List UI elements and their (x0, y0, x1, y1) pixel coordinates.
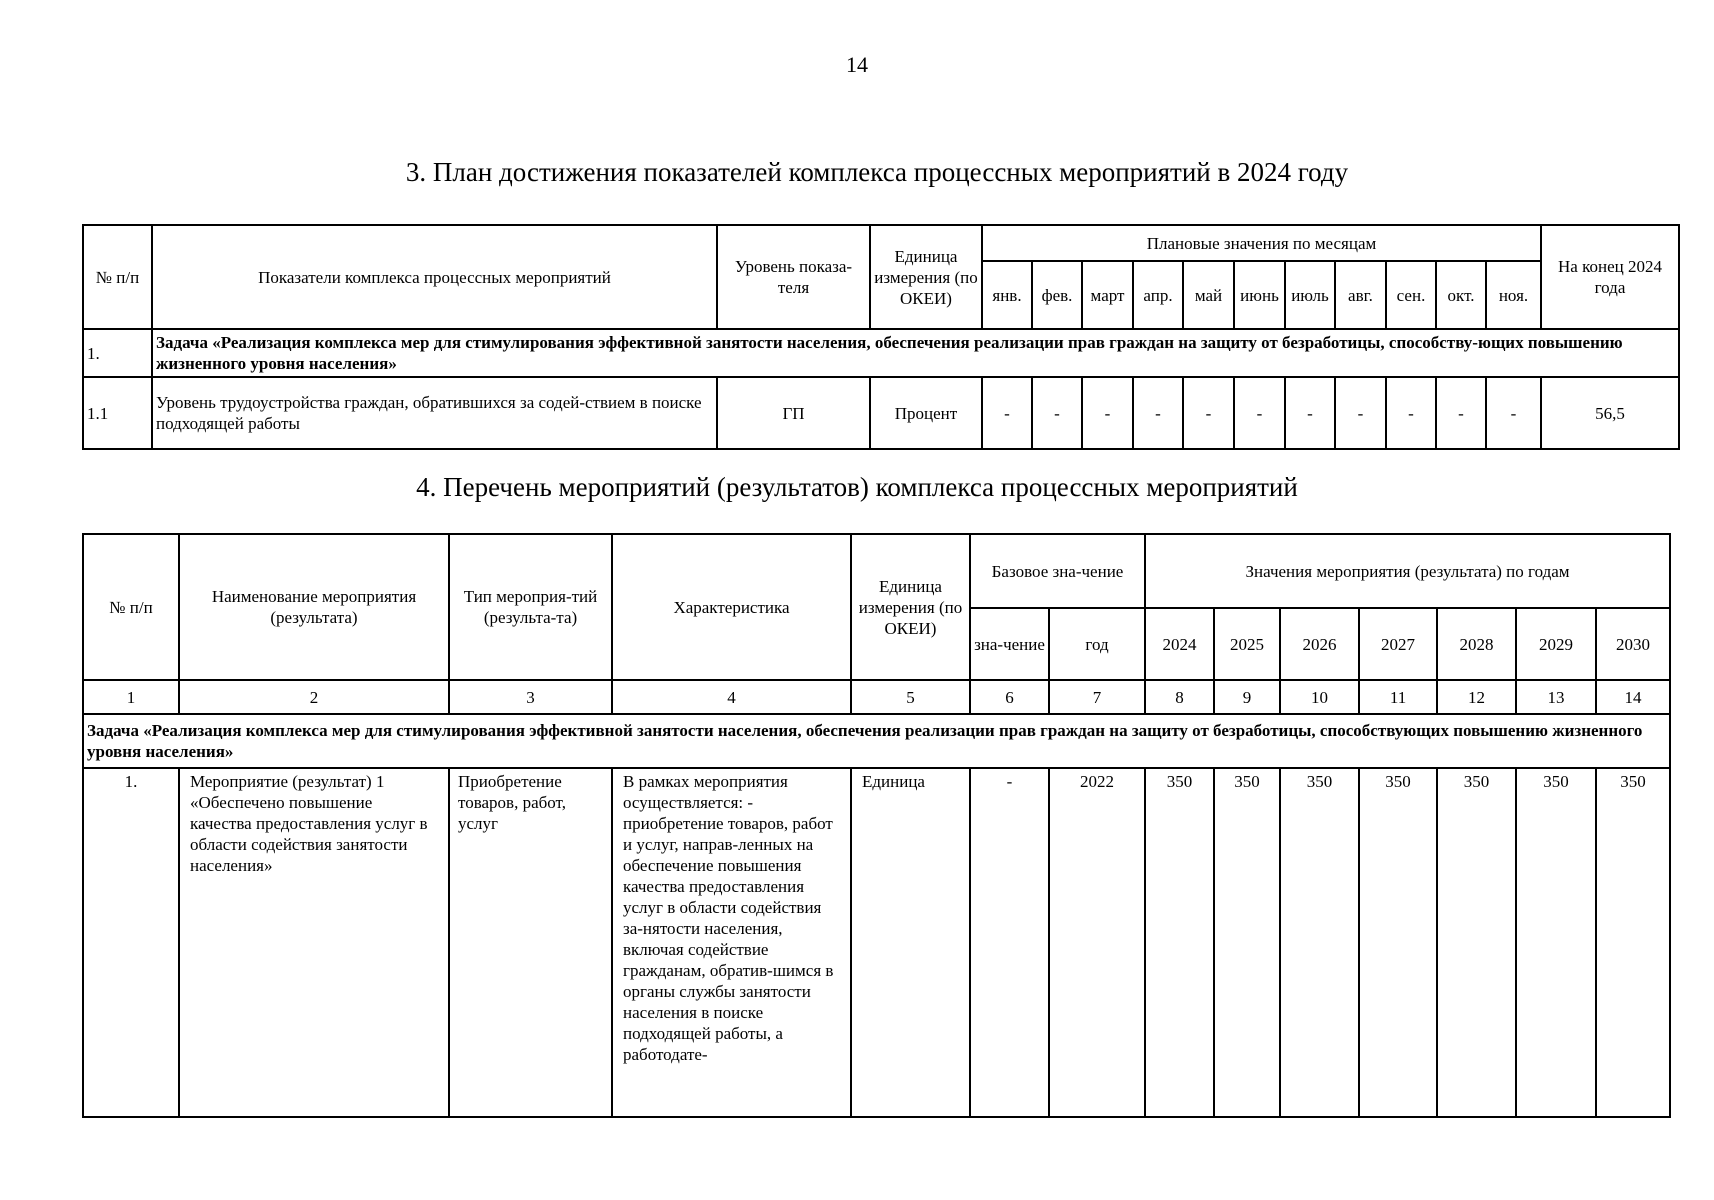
column-number: 9 (1214, 680, 1280, 714)
row-month-value: - (982, 377, 1032, 449)
task-num: 1. (83, 329, 152, 377)
row-year-value: 350 (1359, 768, 1437, 1117)
column-numbers-row (83, 680, 1670, 714)
row-year-value: 350 (1280, 768, 1359, 1117)
row-name: Мероприятие (результат) 1 «Обеспечено повышение качества предоставления услуг в области содействия занятости населения» (179, 768, 449, 1117)
header-base-year: год (1049, 608, 1145, 680)
column-number: 10 (1280, 680, 1359, 714)
row-unit: Единица (851, 768, 970, 1117)
header-month: июль (1285, 261, 1335, 329)
row-year-value: 350 (1516, 768, 1596, 1117)
column-number: 8 (1145, 680, 1214, 714)
header-year: 2025 (1214, 608, 1280, 680)
column-number: 1 (83, 680, 179, 714)
row-base-value: - (970, 768, 1049, 1117)
row-num: 1.1 (83, 377, 152, 449)
row-year-end: 56,5 (1541, 377, 1679, 449)
header-month: сен. (1386, 261, 1436, 329)
header-base: Базовое зна-чение (970, 534, 1145, 608)
row-year-value: 350 (1596, 768, 1670, 1117)
header-month: фев. (1032, 261, 1082, 329)
row-type: Приобретение товаров, работ, услуг (449, 768, 612, 1117)
header-by-years: Значения мероприятия (результата) по годам (1145, 534, 1670, 608)
header-year: 2028 (1437, 608, 1516, 680)
column-number: 2 (179, 680, 449, 714)
row-month-value: - (1082, 377, 1133, 449)
header-base-value: зна-чение (970, 608, 1049, 680)
row-year-value: 350 (1145, 768, 1214, 1117)
row-level: ГП (717, 377, 870, 449)
task-text: Задача «Реализация комплекса мер для стимулирования эффективной занятости населения, обеспечения реализации прав граждан на защиту от безработицы, способству-ющих повышению жизненного уровня населения» (152, 329, 1679, 377)
column-number: 13 (1516, 680, 1596, 714)
row-month-value: - (1032, 377, 1082, 449)
header-indicator: Показатели комплекса процессных мероприятий (152, 225, 717, 329)
section-3-title: 3. План достижения показателей комплекса процессных мероприятий в 2024 году (405, 157, 1349, 187)
indicators-plan-table (82, 224, 1680, 450)
row-indicator: Уровень трудоустройства граждан, обратившихся за содей-ствием в поиске подходящей работы (152, 377, 717, 449)
measures-table (82, 533, 1671, 1118)
task-row (83, 329, 1679, 377)
header-name: Наименование мероприятия (результата) (179, 534, 449, 680)
section-4-title: 4. Перечень мероприятий (результатов) комплекса процессных мероприятий (416, 472, 1298, 502)
header-year: 2029 (1516, 608, 1596, 680)
row-num: 1. (83, 768, 179, 1117)
header-type: Тип мероприя-тий (результа-та) (449, 534, 612, 680)
header-year-end: На конец 2024 года (1541, 225, 1679, 329)
header-month: май (1183, 261, 1234, 329)
column-number: 7 (1049, 680, 1145, 714)
row-year-value: 350 (1214, 768, 1280, 1117)
header-num: № п/п (83, 225, 152, 329)
header-unit: Единица измерения (по ОКЕИ) (851, 534, 970, 680)
table-row (83, 768, 1670, 1117)
row-month-value: - (1183, 377, 1234, 449)
header-month: янв. (982, 261, 1032, 329)
column-number: 11 (1359, 680, 1437, 714)
header-month: апр. (1133, 261, 1183, 329)
column-number: 4 (612, 680, 851, 714)
header-month: март (1082, 261, 1133, 329)
row-characteristic: В рамках мероприятия осуществляется: - приобретение товаров, работ и услуг, направ-ленных на обеспечение повышения качества предоставления услуг в области содействия за-нятости населения, включая содействие гражданам, обратив-шимся в органы службы занятости населения в поиске подходящей работы, а работодате- (612, 768, 851, 1117)
header-year: 2027 (1359, 608, 1437, 680)
header-num: № п/п (83, 534, 179, 680)
header-month: авг. (1335, 261, 1386, 329)
column-number: 6 (970, 680, 1049, 714)
row-month-value: - (1386, 377, 1436, 449)
row-year-value: 350 (1437, 768, 1516, 1117)
header-month: июнь (1234, 261, 1285, 329)
row-month-value: - (1335, 377, 1386, 449)
row-month-value: - (1234, 377, 1285, 449)
task-text: Задача «Реализация комплекса мер для стимулирования эффективной занятости населения, обеспечения реализации прав граждан на защиту от безработицы, способствующих повышению жизненного уровня населения» (83, 714, 1670, 768)
row-unit: Процент (870, 377, 982, 449)
header-month: ноя. (1486, 261, 1541, 329)
row-month-value: - (1436, 377, 1486, 449)
column-number: 5 (851, 680, 970, 714)
row-base-year: 2022 (1049, 768, 1145, 1117)
header-unit: Единица измерения (по ОКЕИ) (870, 225, 982, 329)
header-year: 2030 (1596, 608, 1670, 680)
header-level: Уровень показа-теля (717, 225, 870, 329)
table-row (83, 377, 1679, 449)
column-number: 12 (1437, 680, 1516, 714)
column-number: 3 (449, 680, 612, 714)
header-characteristic: Характеристика (612, 534, 851, 680)
header-year: 2026 (1280, 608, 1359, 680)
row-month-value: - (1285, 377, 1335, 449)
header-monthly: Плановые значения по месяцам (982, 225, 1541, 261)
header-year: 2024 (1145, 608, 1214, 680)
page-number: 14 (846, 52, 868, 77)
header-month: окт. (1436, 261, 1486, 329)
row-month-value: - (1486, 377, 1541, 449)
row-month-value: - (1133, 377, 1183, 449)
column-number: 14 (1596, 680, 1670, 714)
task-row (83, 714, 1670, 768)
